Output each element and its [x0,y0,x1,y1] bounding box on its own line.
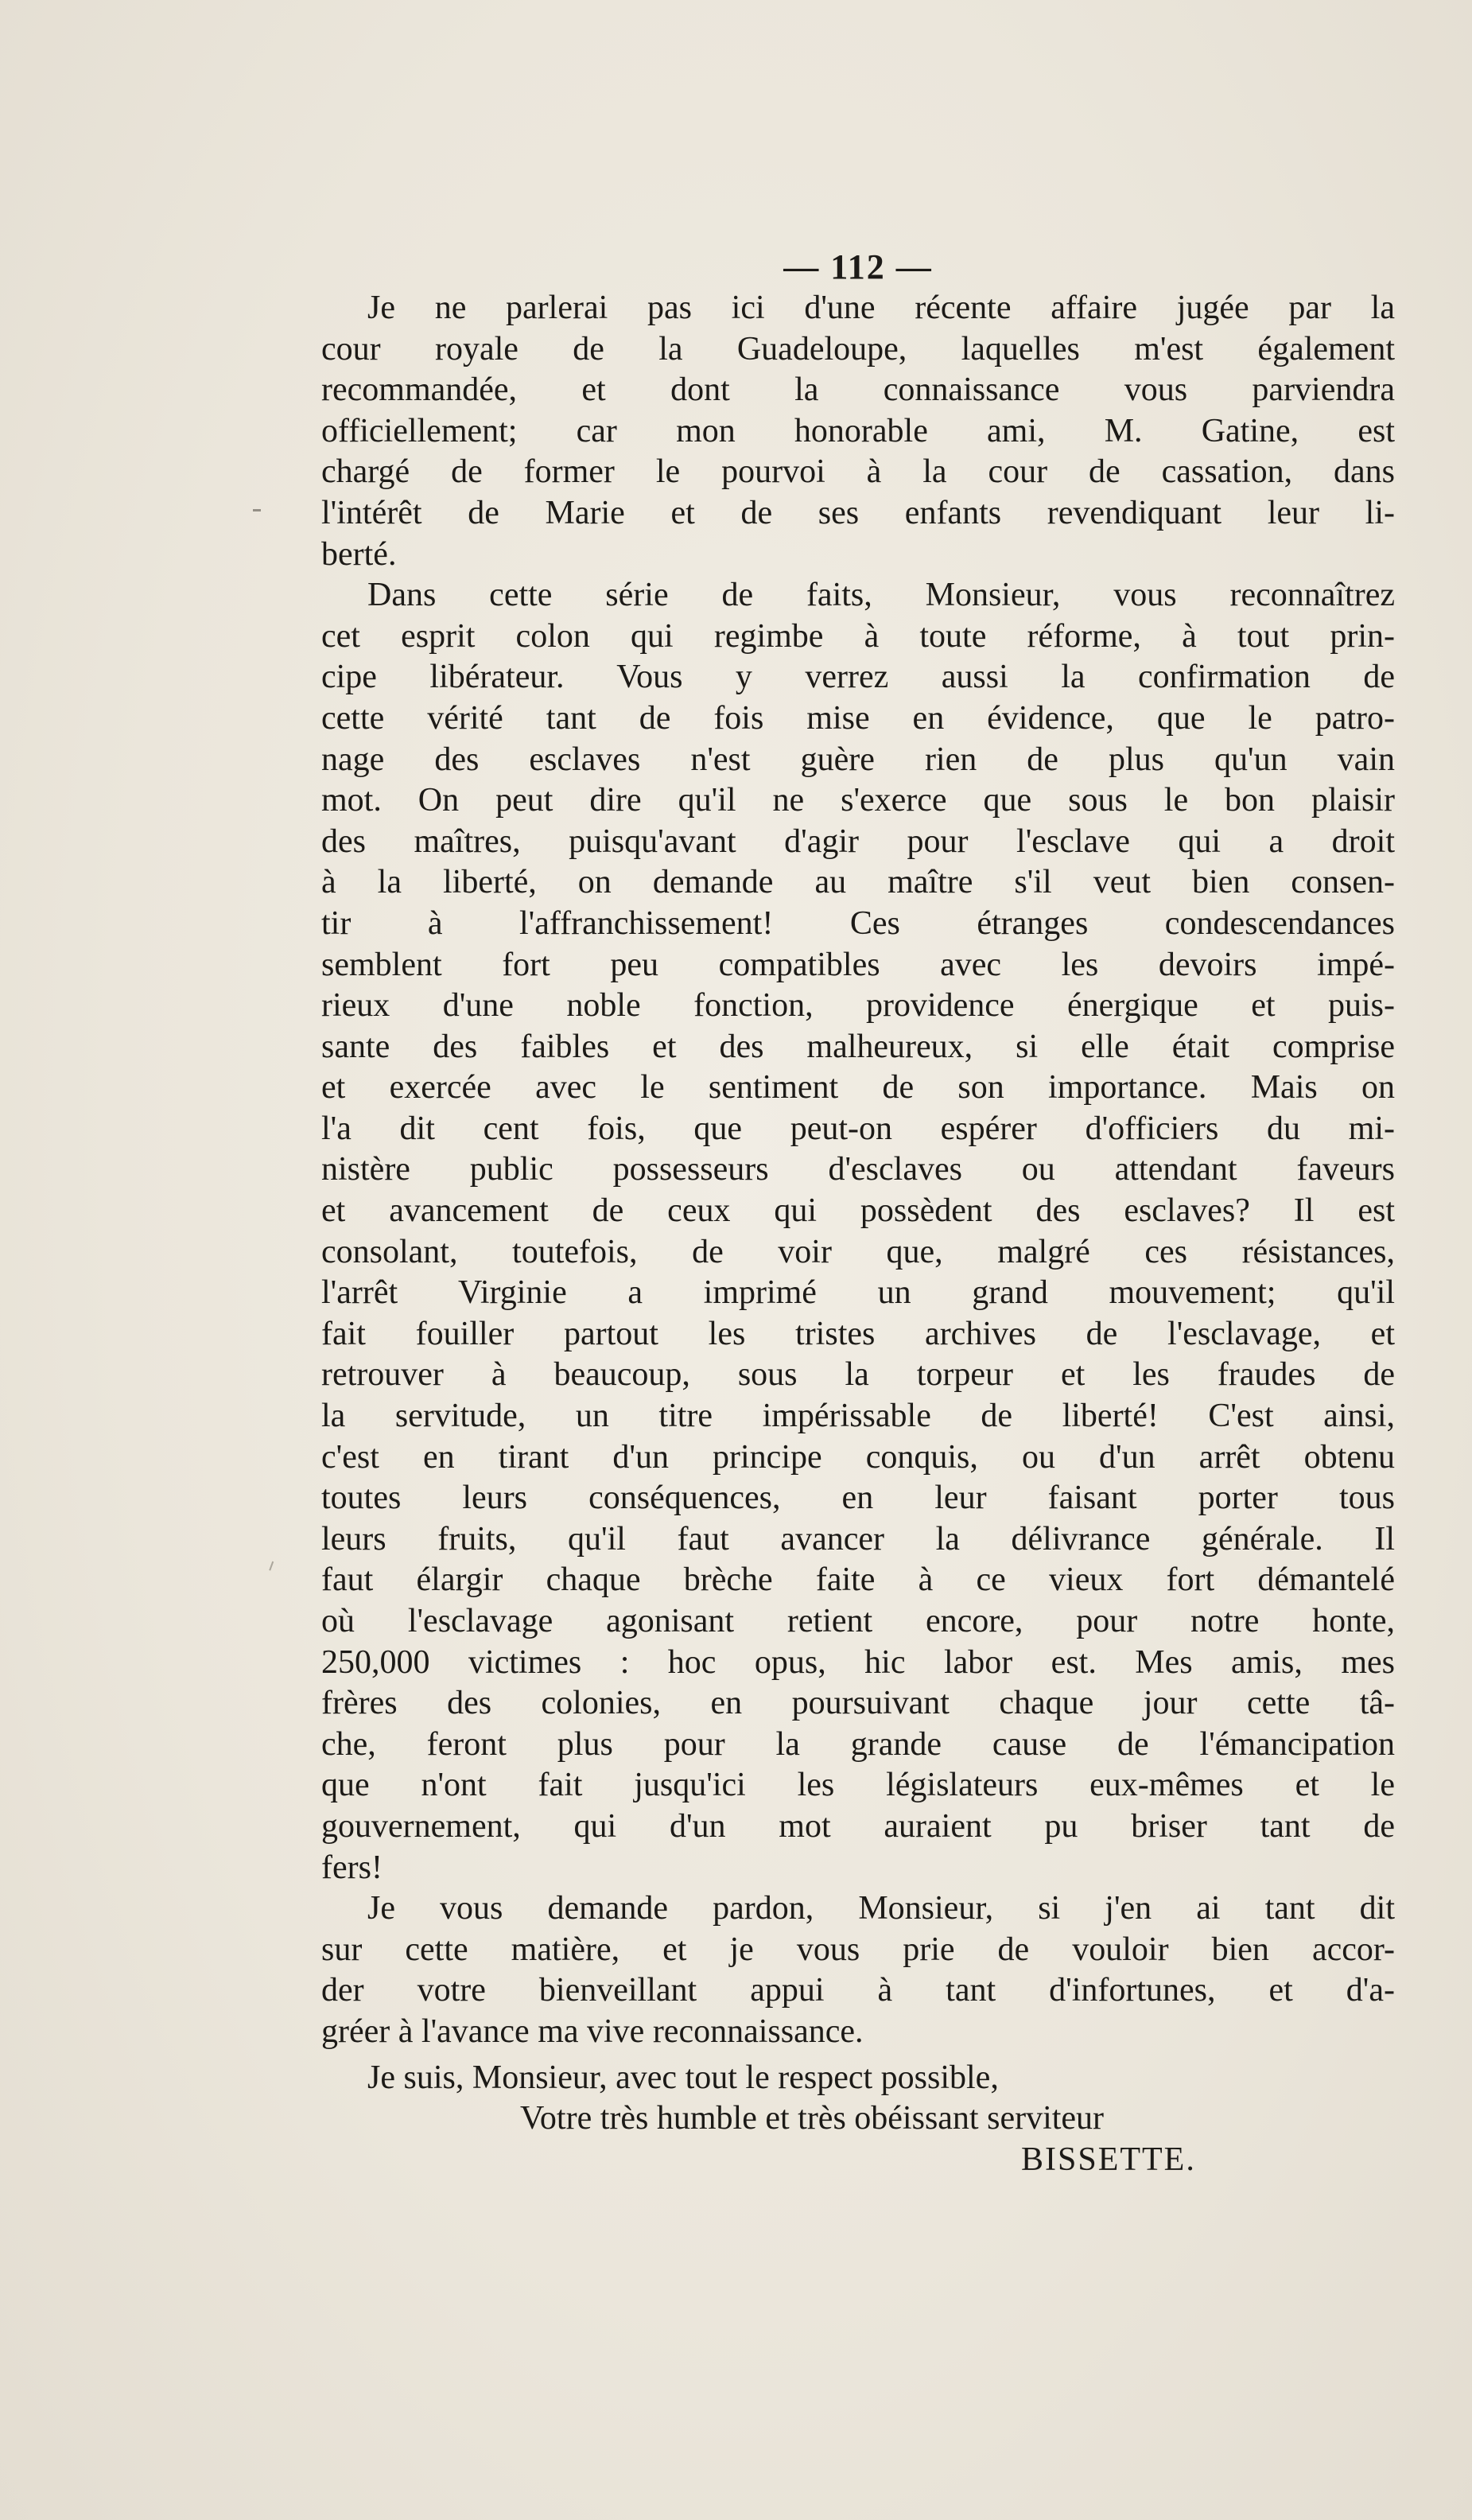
text-line: à la liberté, on demande au maître s'il veut bien consen- [321,864,1395,901]
text-line: sur cette matière, et je vous prie de vouloir bien accor- [321,1931,1395,1968]
text-line: fait fouiller partout les tristes archives de l'esclavage, et [321,1315,1395,1352]
text-line: où l'esclavage agonisant retient encore, pour notre honte, [321,1603,1395,1639]
text-line: frères des colonies, en poursuivant chaque jour cette tâ- [321,1685,1395,1722]
text-line: der votre bienveillant appui à tant d'infortunes, et d'a- [321,1972,1395,2009]
text-line: Je ne parlerai pas ici d'une récente affaire jugée par la [367,290,1395,326]
salutation: Je suis, Monsieur, avec tout le respect possible, [367,2059,999,2096]
text-line: sante des faibles et des malheureux, si elle était comprise [321,1028,1395,1065]
text-line: chargé de former le pourvoi à la cour de cassation, dans [321,453,1395,491]
text-line: et avancement de ceux qui possèdent des esclaves? Il est [321,1192,1395,1230]
paragraph-3 [321,1888,1395,2052]
signature: BISSETTE. [1021,2141,1196,2178]
text-line: et exercée avec le sentiment de son importance. Mais on [321,1069,1395,1106]
closing-formula: Votre très humble et très obéissant serviteur [520,2100,1105,2137]
closing [321,2058,1395,2181]
text-line: cet esprit colon qui regimbe à toute réforme, à tout prin- [321,617,1395,655]
text-line: c'est en tirant d'un principe conquis, ou d'un arrêt obtenu [321,1438,1395,1476]
text-line: faut élargir chaque brèche faite à ce vieux fort démantelé [321,1561,1395,1599]
text-line: l'a dit cent fois, que peut-on espérer d'officiers du mi- [321,1110,1395,1147]
text-line: gréer à l'avance ma vive reconnaissance. [321,2012,864,2050]
text-line: toutes leurs conséquences, en leur faisant porter tous [321,1480,1395,1517]
text-line: l'arrêt Virginie a imprimé un grand mouvement; qu'il [321,1274,1395,1312]
text-line: fers! [321,1849,383,1886]
text-line: retrouver à beaucoup, sous la torpeur et les fraudes de [321,1356,1395,1394]
page-number: — 112 — [783,247,933,286]
text-line: rieux d'une noble fonction, providence énergique et puis- [321,987,1395,1025]
text-line: cette vérité tant de fois mise en évidence, que le patro- [321,699,1395,737]
text-line: nage des esclaves n'est guère rien de plus qu'un vain [321,741,1395,778]
text-line: mot. On peut dire qu'il ne s'exerce que sous le bon plaisir [321,782,1395,819]
text-line: cour royale de la Guadeloupe, laquelles m'est également [321,330,1395,368]
text-line: berté. [321,535,397,573]
text-line: Dans cette série de faits, Monsieur, vous reconnaîtrez [367,577,1395,614]
margin-mark [269,1561,280,1573]
text-line: recommandée, et dont la connaissance vous parviendra [321,371,1395,409]
text-line: 250,000 victimes : hoc opus, hic labor est. Mes amis, mes [321,1643,1395,1681]
text-line: semblent fort peu compatibles avec les devoirs impé- [321,946,1395,983]
text-line: che, feront plus pour la grande cause de l'émancipation [321,1725,1395,1763]
text-line: gouvernement, qui d'un mot auraient pu briser tant de [321,1807,1395,1845]
paragraph-1 [321,288,1395,575]
page-text [321,247,1395,2180]
text-line: la servitude, un titre impérissable de liberté! C'est ainsi, [321,1398,1395,1435]
text-line: leurs fruits, qu'il faut avancer la délivrance générale. Il [321,1520,1395,1558]
text-line: nistère public possesseurs d'esclaves ou attendant faveurs [321,1151,1395,1188]
text-line: l'intérêt de Marie et de ses enfants revendiquant leur li- [321,494,1395,531]
text-line: consolant, toutefois, de voir que, malgré ces résistances, [321,1233,1395,1270]
margin-mark [253,509,261,511]
paragraph-2 [321,575,1395,1888]
text-line: tir à l'affranchissement! Ces étranges condescendances [321,904,1395,942]
text-line: Je vous demande pardon, Monsieur, si j'en ai tant dit [367,1890,1395,1927]
text-line: que n'ont fait jusqu'ici les législateurs eux-mêmes et le [321,1767,1395,1804]
text-line: des maîtres, puisqu'avant d'agir pour l'esclave qui a droit [321,822,1395,860]
text-line: cipe libérateur. Vous y verrez aussi la confirmation de [321,659,1395,696]
text-line: officiellement; car mon honorable ami, M. Gatine, est [321,412,1395,449]
